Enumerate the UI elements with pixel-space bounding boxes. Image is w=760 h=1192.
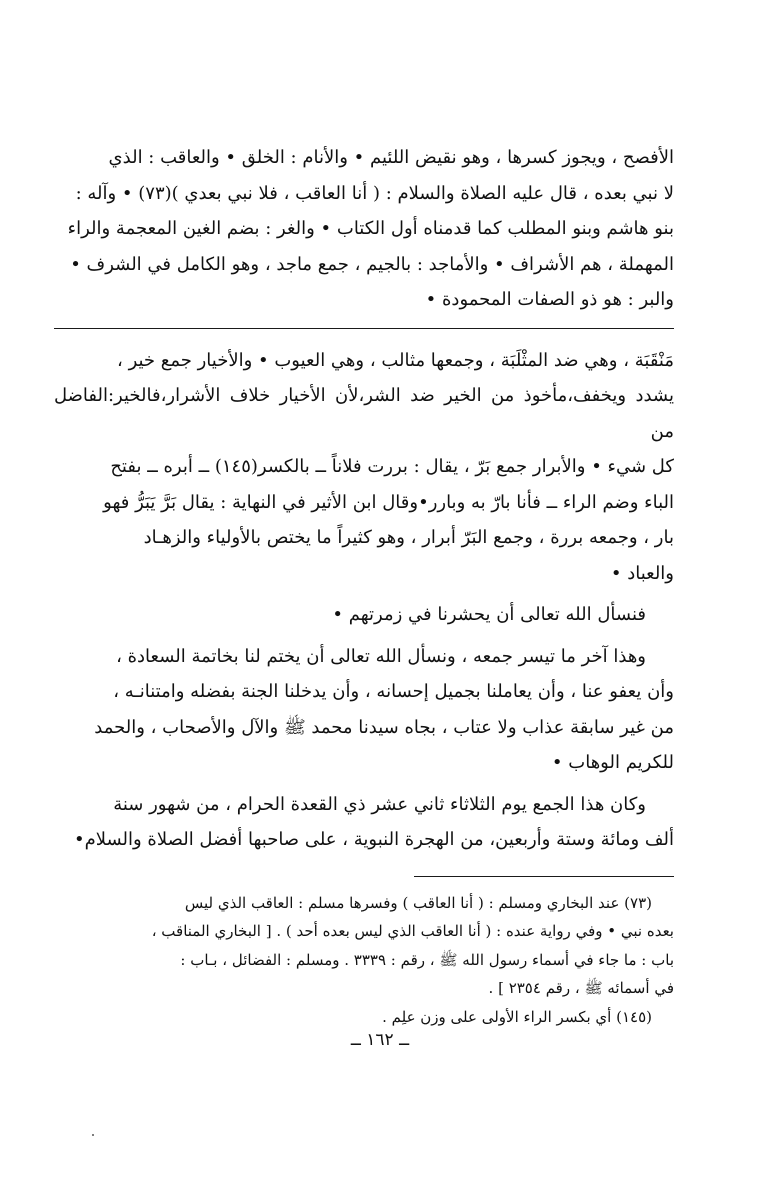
middle-section	[54, 343, 674, 858]
text-line: وكان هذا الجمع يوم الثلاثاء ثاني عشر ذي القعدة الحرام ، من شهور سنة	[113, 793, 646, 815]
text-line: بنو هاشم وبنو المطلب كما قدمناه أول الكتاب • والغر : بضم الغين المعجمة والراء	[67, 218, 674, 239]
text-line: والعباد •	[610, 562, 674, 584]
text-line: من غير سابقة عذاب ولا عتاب ، بجاه سيدنا محمد ﷺ والآل والأصحاب ، والحمد	[94, 716, 674, 738]
footnote-line: (٧٣) عند البخاري ومسلم : ( أنا العاقب ) وفسرها مسلم : العاقب الذي ليس	[184, 893, 652, 912]
text-line: المهملة ، هم الأشراف • والأماجد : بالجيم ، جمع ماجد ، وهو الكامل في الشرف •	[70, 253, 674, 275]
page-number: ــ ١٦٢ ــ	[350, 1030, 410, 1050]
section-divider	[54, 328, 674, 329]
text-line: ألف ومائة وستة وأربعين، من الهجرة النبوية ، على صاحبها أفضل الصلاة والسلام•	[73, 829, 674, 850]
footnote-line: (١٤٥) أي بكسر الراء الأولى على وزن علِم .	[382, 1007, 652, 1026]
text-line: للكريم الوهاب •	[551, 752, 674, 773]
top-section	[54, 140, 674, 318]
page-body	[54, 140, 674, 1031]
scan-mark	[92, 1134, 94, 1136]
footnote-line: باب : ما جاء في أسماء رسول الله ﷺ ، رقم : ٣٣٣٩ . ومسلم : الفضائل ، بـاب :	[180, 950, 674, 969]
text-line: مَنْقَبَة ، وهي ضد المثْلَبَة ، وجمعها مثالب ، وهي العيوب • والأخيار جمع خير ،	[117, 349, 674, 371]
footnote-line: بعده نبي • وفي رواية عنده : ( أنا العاقب الذي ليس بعده أحد ) . [ البخاري المناقب ،	[151, 922, 674, 940]
footnote-line: في أسمائه ﷺ ، رقم ٢٣٥٤ ] .	[488, 979, 674, 997]
prayer-line: فنسأل الله تعالى أن يحشرنا في زمرتهم •	[332, 604, 646, 625]
text-line: والبر : هو ذو الصفات المحمودة •	[425, 289, 674, 310]
text-line: الأفصح ، ويجوز كسرها ، وهو نقيض اللئيم • والأنام : الخلق • والعاقب : الذي	[108, 147, 674, 168]
text-line: الباء وضم الراء ــ فأنا بارّ به وبارر•وقال ابن الأثير في النهاية : يقال بَرَّ يَبَرُّ فهو	[103, 491, 674, 513]
text-line: يشدد ويخفف،مأخوذ من الخير ضد الشر،لأن الأخيار خلاف الأشرار،فالخير:الفاضل من	[54, 385, 674, 442]
text-line: وأن يعفو عنا ، وأن يعاملنا بجميل إحسانه ، وأن يدخلنا الجنة بفضله وامتنانـه ،	[113, 681, 674, 702]
footnote-divider	[414, 876, 674, 877]
footnotes	[54, 889, 674, 1032]
text-line: كل شيء • والأبرار جمع بَرّ ، يقال : بررت فلاناً ــ بالكسر(١٤٥) ــ أبره ــ بفتح	[110, 456, 674, 477]
text-line: بار ، وجمعه بررة ، وجمع البَرّ أبرار ، وهو كثيراً ما يختص بالأولياء والزهـاد	[143, 527, 674, 548]
text-line: وهذا آخر ما تيسر جمعه ، ونسأل الله تعالى أن يختم لنا بخاتمة السعادة ،	[116, 645, 646, 667]
text-line: لا نبي بعده ، قال عليه الصلاة والسلام : ( أنا العاقب ، فلا نبي بعدي )(٧٣) • وآله :	[75, 182, 674, 204]
